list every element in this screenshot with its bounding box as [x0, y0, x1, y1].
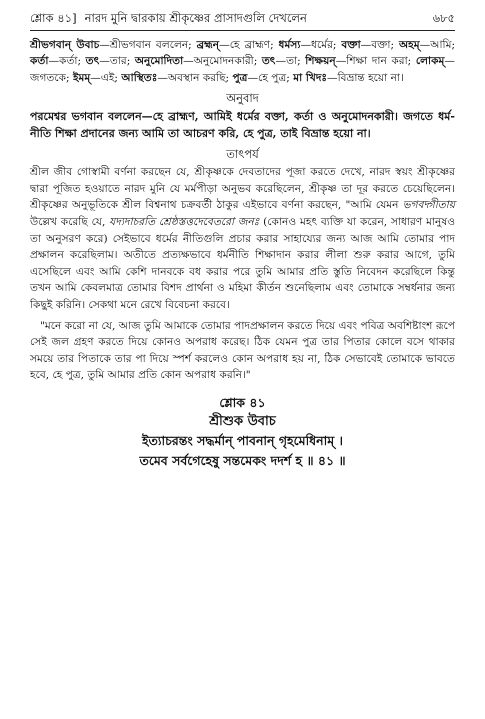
running-head: [30, 10, 455, 26]
synonym-word: মা খিদঃ: [293, 71, 328, 84]
synonym-meaning: —শিক্ষা দান করা;: [335, 55, 416, 68]
purport-paragraph: [30, 164, 455, 313]
purport-text-3: (কোনও মহৎ ব্যক্তি যা করেন, সাধারণ মানুষও তা অনুসরণ করে) সেইভাবে ধর্মের নীতিগুলি প্রচার করার সাহায্যের জন্য আজ আমি তোমার পাদ প্রক্ষালন করেছিলাম। অতীতে প্রত্যক্ষভাবে ধর্মনীতি শিক্ষাদান করার লীলা শুরু করার আগে, তুমি এসেছিলে এবং আমি কেশি দানবকে বধ করার পরে তুমি আমার প্রতি স্তুতি নিবেদন করেছিলে কিন্তু তখন আমি কেবলমাত্র তোমার বিশদ প্রার্থনা ও মহিমা কীর্তন শুনেছিলাম এবং তোমাকে সম্বর্ধনার জন্য কিছুই করিনি। সেকথা মনে রেখে বিবেচনা করবে।: [30, 216, 455, 311]
synonym-word: ব্রহ্মন্: [196, 39, 220, 51]
translation-text: পরমেশ্বর ভগবান বললেন—হে ব্রাহ্মণ, আমিই ধর্মের বক্তা, কর্তা ও অনুমোদনকারী। জগতে ধর্ম-নীতি শিক্ষা প্রদানের জন্য আমি তা আচরণ করি, হে পুত্র, তাই বিভ্রান্ত হয়ো না।: [30, 110, 455, 141]
book-title: ভগবদ্গীতায়: [402, 199, 455, 212]
synonym-word: লোকম্: [415, 55, 445, 68]
synonym-word: পুত্র: [232, 71, 248, 84]
page-number: ৬৮৫: [432, 11, 455, 25]
verse-number: শ্লোক ৪১: [219, 394, 266, 410]
synonym-meaning: —বক্তা;: [360, 39, 399, 51]
synonym-word: শিক্ষয়ন্: [305, 55, 336, 68]
synonym-meaning: —হে পুত্র;: [247, 71, 294, 84]
header-rule: [30, 30, 455, 31]
synonym-meaning: —তা;: [275, 55, 306, 68]
translation-heading: অনুবাদ: [226, 91, 259, 106]
synonym-word: কর্তা: [30, 55, 49, 68]
synonym-word: তৎ: [261, 55, 276, 68]
synonym-word: তৎ: [85, 55, 100, 68]
sanskrit-quote: যদ্যদাচরতি শ্রেষ্ঠস্তত্তদেবেতরো জনঃ: [109, 216, 260, 228]
synonym-meaning: —ধর্মের;: [300, 39, 342, 51]
verse-speaker: শ্রীশুক উবাচ: [209, 413, 276, 429]
synonym-meaning: —কর্তা;: [48, 55, 86, 68]
synonym-word: আস্থিতঃ: [121, 71, 158, 84]
purport-text-1: শ্রীল জীব গোস্বামী বর্ণনা করছেন যে, শ্রীকৃষ্ণকে দেবতাদের পূজা করতে দেখে, নারদ স্বয়ং শ্রীকৃষ্ণের দ্বারা পূজিত হওয়াতে নারদ মুনি যে মর্মপীড়া অনুভব করেছিলেন, শ্রীকৃষ্ণ তা দূর করতে চেয়েছিলেন। শ্রীকৃষ্ণের অনুভূতিকে শ্রীল বিশ্বনাথ চক্রবর্তী ঠাকুর এইভাবে বর্ণনা করছেন, "আমি যেমন: [30, 166, 455, 212]
purport-heading: তাৎপর্য: [226, 147, 259, 162]
synonym-meaning: —হে ব্রাহ্মণ;: [219, 39, 279, 51]
quoted-speech: "মনে করো না যে, আজ তুমি আমাকে তোমার পাদপ্রক্ষালন করতে দিয়ে এবং পবিত্র অবশিষ্টাংশ রূপে সেই জল গ্রহণ করতে দিয়ে কোনও অপরাধ করেছ। ঠিক যেমন পুত্র তার পিতার কোলে বসে থাকার সময়ে তার পিতাকে তার পা দিয়ে স্পর্শ করলেও কোন অপরাধ হয় না, ঠিক সেভাবেই তোমাকে ভাবতে হবে, হে পুত্র, তুমি আমার প্রতি কোন অপরাধ করনি।": [30, 319, 455, 382]
synonym-meaning: —তার;: [99, 55, 135, 68]
synonym-meaning: —বিভ্রান্ত হয়ো না।: [327, 71, 404, 84]
chapter-title: নারদ মুনি দ্বারকায় শ্রীকৃষ্ণের প্রাসাদগুলি দেখলেন: [84, 11, 307, 25]
synonym-word: ইমম্: [72, 71, 91, 84]
synonym-word: বক্তা: [341, 39, 361, 51]
synonym-word: ধর্মস্য: [278, 39, 301, 51]
synonym-meaning: —আমি;: [419, 39, 456, 51]
synonym-meaning: —জগতকে;: [30, 55, 455, 84]
verse-reference: শ্লোক ৪১]: [30, 11, 77, 25]
synonym-meaning: —অবস্থান করছি;: [157, 71, 233, 84]
verse-line-2: তমেব সর্বগেহেষু সন্তমেকং দদর্শ হ ॥ ৪১ ॥: [139, 452, 346, 468]
verse-line-1: ইত্যাচরন্তং সদ্ধর্মান্ পাবনান্ গৃহমেধিনাম্ ।: [141, 432, 344, 448]
synonym-word: অনুমোদিতা: [134, 55, 184, 68]
purport-text-2: উল্লেখ করেছি যে,: [30, 216, 110, 228]
synonym-word: শ্রীভগবান্ উবাচ: [30, 39, 100, 51]
synonym-meaning: —এই;: [90, 71, 122, 84]
word-for-word-synonyms: [30, 37, 455, 86]
next-verse: [30, 394, 455, 471]
synonym-meaning: —শ্রীভগবান বললেন;: [99, 39, 197, 51]
synonym-meaning: —অনুমোদনকারী;: [183, 55, 262, 68]
synonym-word: অহম্: [398, 39, 420, 51]
